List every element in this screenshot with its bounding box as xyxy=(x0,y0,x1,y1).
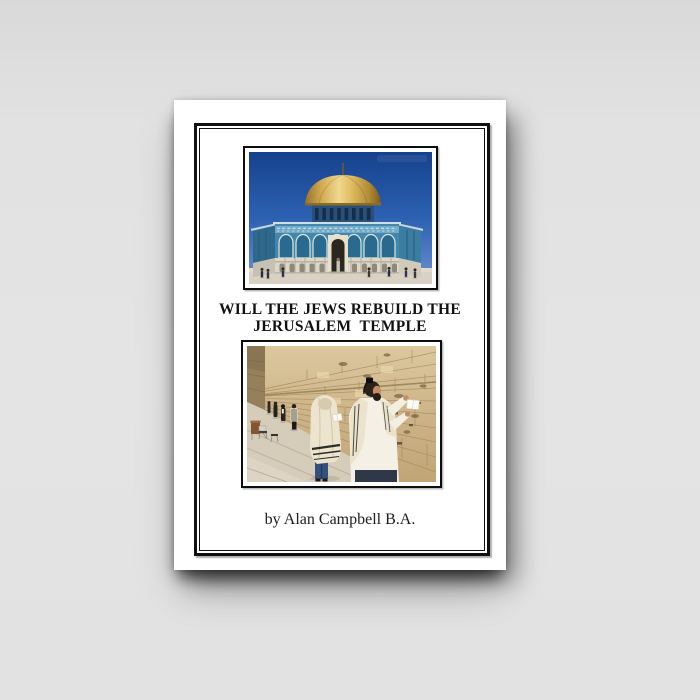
western-wall-photo xyxy=(247,346,436,482)
wall-corner-left xyxy=(247,346,265,410)
author-byline: by Alan Campbell B.A. xyxy=(264,511,416,528)
book-cover xyxy=(174,100,506,570)
dome-of-the-rock-photo xyxy=(249,152,432,284)
book-title-line1: WILL THE JEWS REBUILD THE xyxy=(218,301,462,318)
bottom-photo-frame xyxy=(241,340,442,488)
book-title xyxy=(174,301,506,335)
top-photo-frame xyxy=(243,146,438,290)
book-title-line2: JERUSALEM TEMPLE xyxy=(253,318,427,335)
